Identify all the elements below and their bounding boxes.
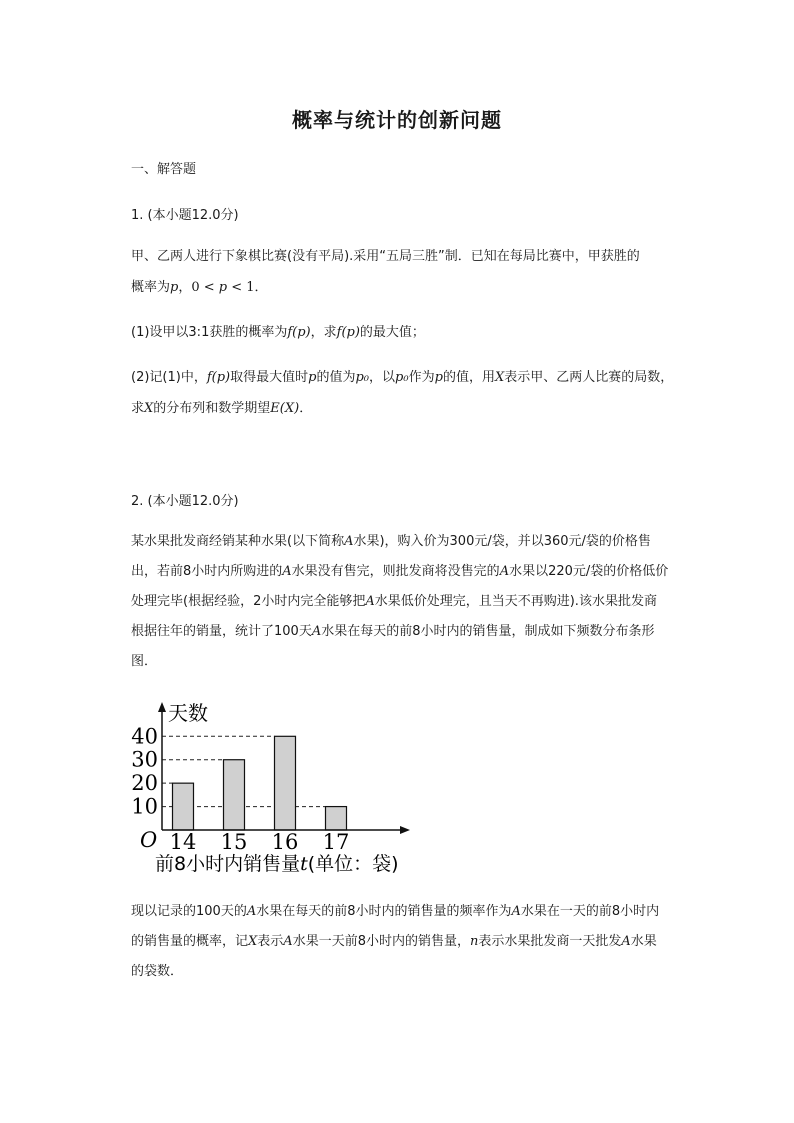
y-axis-label: 天数 [168, 701, 208, 725]
x-axis-arrow [400, 826, 410, 834]
q2-A-5: A [311, 624, 322, 639]
q1-statement [131, 241, 691, 303]
q1-part1-a: (1)设甲以3:1获胜的概率为 [131, 325, 288, 340]
q2-line2-c: 水果以220元/袋的价格低价 [509, 564, 669, 579]
q2-after1-b: 水果在每天的前8小时内的销售量的频率作为 [256, 904, 512, 919]
bar-17 [326, 807, 347, 830]
q2-after3: 的袋数． [131, 964, 184, 979]
q2-line4-b: 水果在每天的前8小时内的销售量，制成如下频数分布条形 [321, 624, 655, 639]
q2-A-6: A [246, 904, 257, 919]
q1-part1-b: ，求 [310, 325, 337, 340]
q2-line3-a: 处理完毕(根据经验，2小时内完全能够把 [131, 594, 366, 609]
q1-part2-p0-2: p₀ [395, 370, 409, 385]
q1-part2-p0: p₀ [355, 370, 370, 385]
q2-after2-e: 水果 [630, 934, 657, 949]
q2-line2-b: 水果没有售完，则批发商将没售完的 [291, 564, 500, 579]
x-tick-label: 16 [271, 830, 299, 854]
x-tick-label: 14 [169, 830, 197, 854]
y-tick-label: 30 [131, 747, 158, 772]
q2-A: A [344, 534, 354, 549]
q1-part1 [131, 317, 691, 348]
q2-A-3: A [499, 564, 510, 579]
q1-part2-e: 作为 [408, 370, 435, 385]
q1-part2-line2-b: 的分布列和数学期望 [153, 401, 271, 416]
q2-after1-a: 现以记录的100天的 [131, 904, 247, 919]
q2-A-4: A [365, 594, 375, 609]
q1-var-p: p [170, 280, 179, 295]
q2-after2-n: n [469, 934, 479, 949]
q1-part2-fp: f(p) [206, 370, 231, 385]
q1-part2-g: 表示甲、乙两人比赛的局数， [504, 370, 674, 385]
q1-part2-p-2: p [434, 370, 443, 385]
bar-16 [275, 736, 296, 830]
q2-line1-a: 某水果批发商经销某种水果(以下简称 [131, 534, 345, 549]
q1-line2-a: 概率为 [131, 280, 171, 295]
q1-part2-f: 的值，用 [442, 370, 495, 385]
q2-A-8: A [283, 934, 293, 949]
x-axis-label: 前8小时内销售量t(单位：袋) [155, 853, 399, 875]
q2-followup [131, 897, 691, 987]
q1-fp: f(p) [287, 325, 311, 340]
q1-line2-c: < 1． [227, 280, 268, 295]
frequency-bar-chart [128, 696, 428, 886]
document-title: 概率与统计的创新问题 [292, 108, 502, 132]
q1-part2-c: 的值为 [316, 370, 356, 385]
q2-A-9: A [621, 934, 631, 949]
q1-line2-b: ，0 < [178, 280, 219, 295]
x-tick-label: 17 [322, 830, 350, 854]
q2-after2-d: 表示水果批发商一天批发 [478, 934, 622, 949]
q1-line1: 甲、乙两人进行下象棋比赛(没有平局).采用“五局三胜”制．已知在每局比赛中，甲获胜的 [131, 249, 640, 264]
q2-line5: 图． [131, 654, 158, 669]
q1-fp-2: f(p) [336, 325, 360, 340]
q1-part2-b: 取得最大值时 [230, 370, 309, 385]
q1-part2-X-2: X [144, 401, 154, 416]
q1-part2-line2-a: 求 [131, 401, 145, 416]
bar-15 [224, 760, 245, 830]
y-tick-label: 40 [131, 724, 158, 749]
q1-header: 1. (本小题12.0分) [131, 208, 239, 223]
q2-after2-X: X [248, 934, 258, 949]
q1-part2-EX: E(X) [270, 401, 300, 416]
q2-A-2: A [282, 564, 292, 579]
q1-part2-d: ，以 [369, 370, 396, 385]
q1-part2-line2-c: ． [299, 401, 313, 416]
y-tick-label: 20 [131, 771, 158, 796]
origin-label: O [140, 828, 158, 852]
y-tick-label: 10 [131, 794, 158, 819]
q2-header: 2. (本小题12.0分) [131, 494, 239, 509]
q1-part2-p: p [308, 370, 317, 385]
q1-part2 [131, 362, 691, 424]
q2-after2-c: 水果一天前8小时内的销售量， [292, 934, 470, 949]
q2-A-7: A [511, 904, 521, 919]
q2-line4-a: 根据往年的销量，统计了100天 [131, 624, 312, 639]
bar-14 [173, 783, 194, 830]
q2-statement [131, 527, 691, 677]
section-heading: 一、解答题 [131, 162, 197, 177]
q2-line1-b: 水果)，购入价为300元/袋，并以360元/袋的价格售 [353, 534, 651, 549]
x-tick-label: 15 [220, 830, 248, 854]
q1-var-p-2: p [218, 280, 228, 295]
q2-after1-c: 水果在一天的前8小时内 [520, 904, 660, 919]
y-axis-arrow [158, 702, 166, 712]
q2-after2-a: 的销售量的概率，记 [131, 934, 249, 949]
q1-part2-a: (2)记(1)中， [131, 370, 207, 385]
q2-after2-b: 表示 [257, 934, 284, 949]
q2-line2-a: 出，若前8小时内所购进的 [131, 564, 283, 579]
q1-part1-c: 的最大值； [359, 325, 425, 340]
q1-part2-X: X [494, 370, 505, 385]
q2-line3-b: 水果低价处理完，且当天不再购进).该水果批发商 [374, 594, 657, 609]
